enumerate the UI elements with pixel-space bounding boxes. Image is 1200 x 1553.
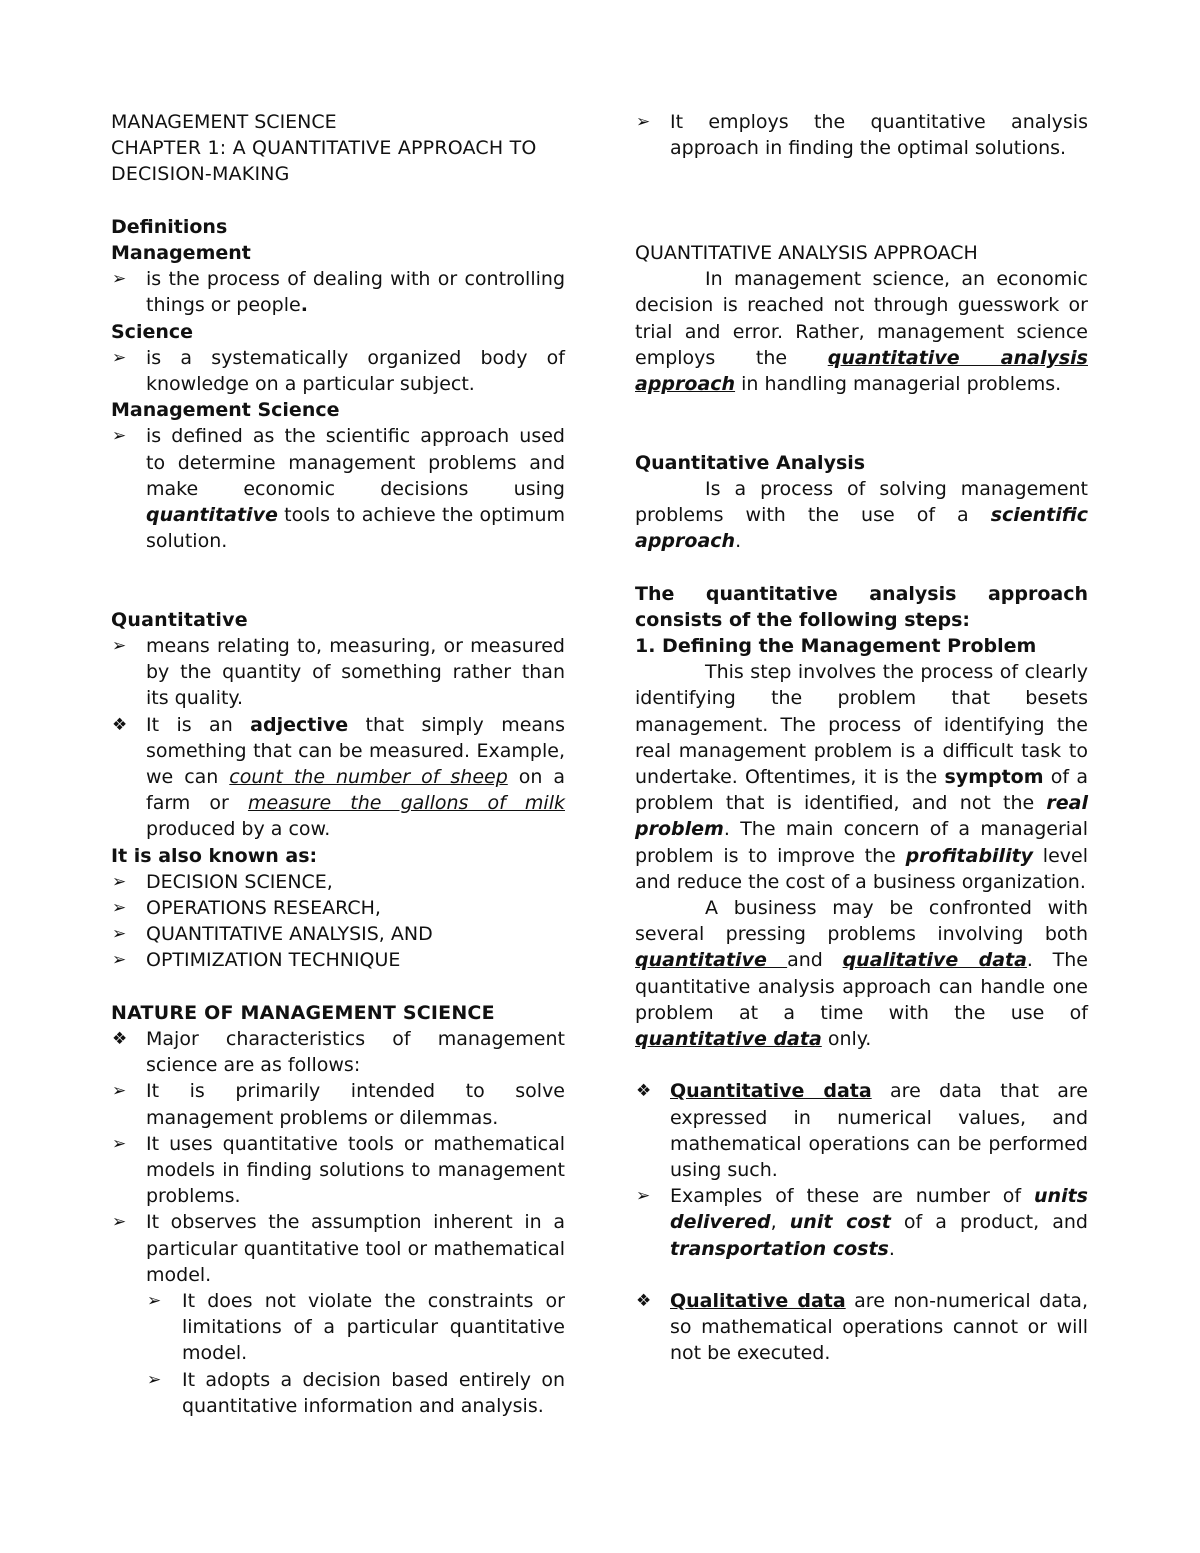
- science-heading: Science: [111, 320, 194, 343]
- left-column: [111, 109, 565, 1419]
- four-diamond-bullet-icon: ❖: [112, 1029, 128, 1050]
- list-item: ➢ is defined as the scientific approach used to determine management problems and make economic decisions using quantitative tools to achieve the optimum solution.: [112, 425, 565, 553]
- arrowhead-bullet-icon: ➢: [112, 950, 127, 971]
- definitions-heading: Definitions: [111, 215, 228, 238]
- list-item: ➢ It employs the quantitative analysis approach in finding the optimal solutions.: [636, 111, 1088, 160]
- list-item: ➢ It uses quantitative tools or mathematical models in finding solutions to management problems.: [112, 1132, 565, 1208]
- management-science-heading: Management Science: [111, 399, 340, 422]
- four-diamond-bullet-icon: ❖: [636, 1081, 652, 1102]
- arrowhead-bullet-icon: ➢: [112, 1081, 127, 1102]
- nature-heading: NATURE OF MANAGEMENT SCIENCE: [111, 1001, 495, 1024]
- list-item: ➢ means relating to, measuring, or measured by the quantity of something rather than its quality.: [112, 635, 565, 710]
- arrowhead-bullet-icon: ➢: [636, 1186, 651, 1207]
- list-item: ➢ It observes the assumption inherent in a particular quantitative tool or mathematical model.: [112, 1211, 565, 1286]
- list-item: ➢ It is primarily intended to solve management problems or dilemmas.: [112, 1080, 565, 1129]
- list-item: ➢ QUANTITATIVE ANALYSIS, AND: [111, 921, 565, 947]
- qaa-heading: QUANTITATIVE ANALYSIS APPROACH: [635, 241, 978, 264]
- right-column: [635, 109, 1088, 1367]
- steps-heading: The quantitative analysis approach consists of the following steps:: [635, 582, 1088, 631]
- chapter-title: CHAPTER 1: A QUANTITATIVE APPROACH TO DECISION-MAKING: [111, 137, 537, 186]
- arrowhead-bullet-icon: ➢: [112, 1133, 127, 1154]
- list-item: ➢ Examples of these are number of units delivered, unit cost of a product, and transportation costs.: [636, 1185, 1088, 1260]
- arrowhead-bullet-icon: ➢: [112, 426, 127, 447]
- list-item: ❖ Qualitative data are non-numerical data, so mathematical operations cannot or will not be executed.: [636, 1290, 1088, 1365]
- arrowhead-bullet-icon: ➢: [112, 269, 127, 290]
- management-heading: Management: [111, 242, 251, 264]
- arrowhead-bullet-icon: ➢: [112, 898, 127, 919]
- list-item: ❖ Major characteristics of management science are as follows:: [112, 1028, 565, 1077]
- step1-paragraph-2: A business may be confronted with several pressing problems involving both quantitative and qualitative data. The quantitative analysis approach can handle one problem at a time with the use of quantitative data only.: [635, 897, 1088, 1051]
- quantitative-heading: Quantitative: [111, 608, 248, 631]
- list-item: ➢ is a systematically organized body of knowledge on a particular subject.: [112, 346, 565, 396]
- list-item: ➢ OPERATIONS RESEARCH,: [111, 895, 565, 921]
- step1-paragraph-1: This step involves the process of clearly identifying the problem that besets management. The process of identifying the real management problem is a difficult task to undertake. Oftentimes, it is the symptom of a problem that is identified, and not the real problem. The main concern of a managerial problem is to improve the profitability level and reduce the cost of a business organization.: [635, 661, 1088, 893]
- qa-heading: Quantitative Analysis: [635, 451, 866, 474]
- arrowhead-bullet-icon: ➢: [112, 871, 127, 892]
- list-item: ➢ It adopts a decision based entirely on quantitative information and analysis.: [147, 1368, 565, 1417]
- also-known-heading: It is also known as:: [111, 844, 318, 867]
- list-item: ➢ It does not violate the constraints or limitations of a particular quantitative model.: [147, 1290, 565, 1365]
- arrowhead-bullet-icon: ➢: [112, 347, 127, 368]
- step1-heading: 1. Defining the Management Problem: [635, 634, 1037, 657]
- qaa-paragraph: In management science, an economic decision is reached not through guesswork or trial and error. Rather, management science employs the quantitative analysis approach in handling managerial problems.: [635, 268, 1088, 395]
- list-item: ❖ Quantitative data are data that are expressed in numerical values, and mathematical operations can be performed using such.: [636, 1080, 1088, 1182]
- list-item: ❖ It is an adjective that simply means something that can be measured. Example, we can count the number of sheep on a farm or measure the gallons of milk produced by a cow.: [112, 713, 565, 841]
- doc-title: MANAGEMENT SCIENCE: [111, 111, 337, 133]
- qa-paragraph: Is a process of solving management problems with the use of a scientific approach.: [635, 477, 1088, 553]
- arrowhead-bullet-icon: ➢: [112, 924, 127, 945]
- list-item: ➢ OPTIMIZATION TECHNIQUE: [111, 947, 565, 973]
- arrowhead-bullet-icon: ➢: [636, 112, 651, 132]
- arrowhead-bullet-icon: ➢: [112, 1212, 127, 1233]
- four-diamond-bullet-icon: ❖: [112, 714, 128, 735]
- arrowhead-bullet-icon: ➢: [147, 1369, 162, 1390]
- arrowhead-bullet-icon: ➢: [112, 636, 127, 657]
- list-item: ➢ is the process of dealing with or controlling things or people.: [112, 268, 565, 317]
- arrowhead-bullet-icon: ➢: [147, 1291, 162, 1312]
- four-diamond-bullet-icon: ❖: [636, 1291, 652, 1312]
- list-item: ➢ DECISION SCIENCE,: [111, 869, 565, 895]
